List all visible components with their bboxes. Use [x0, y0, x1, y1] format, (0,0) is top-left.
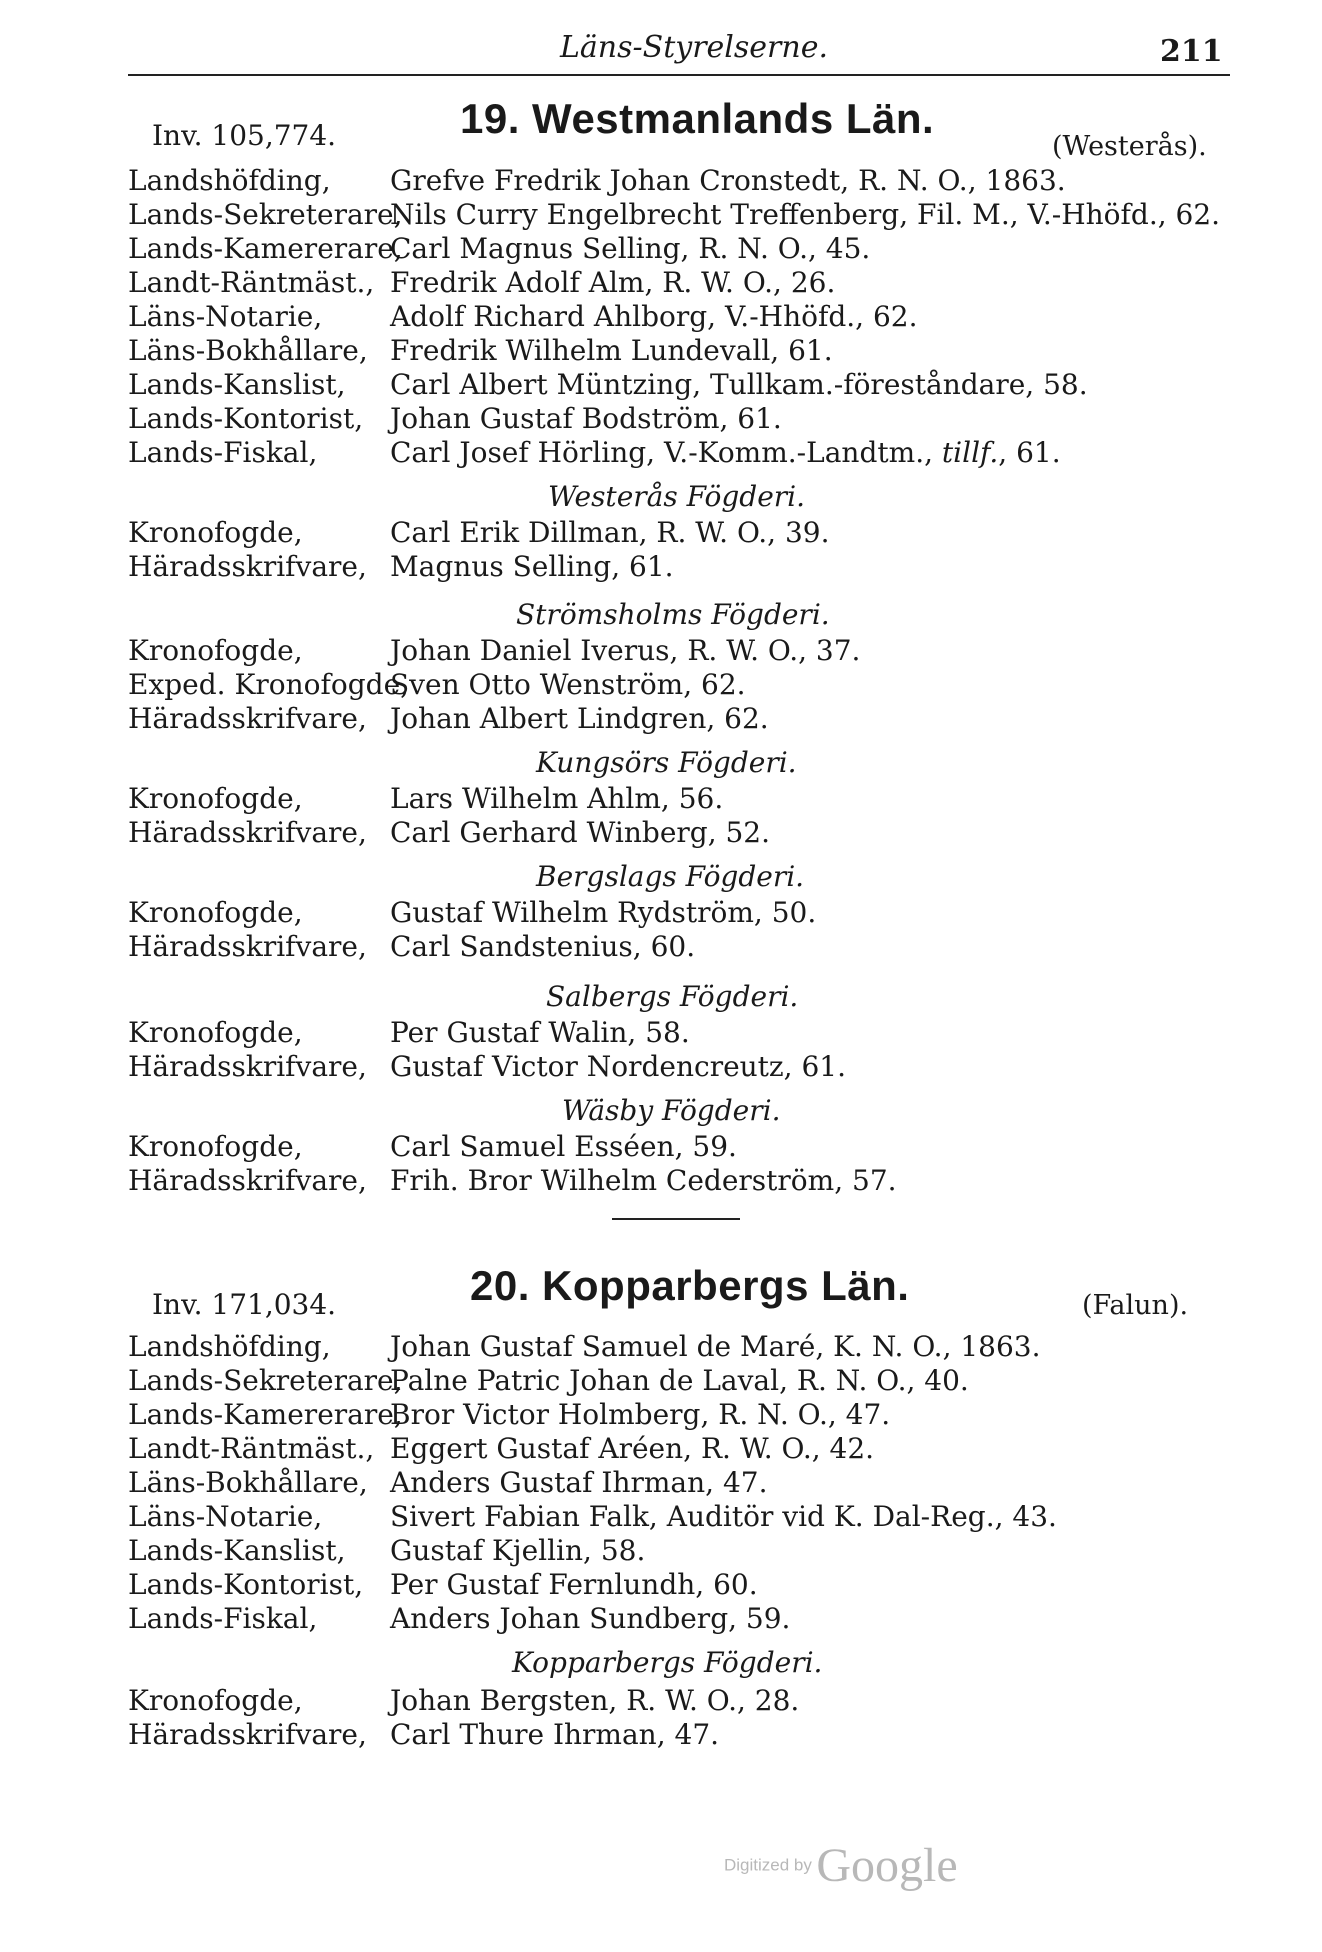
official-name: Gustaf Victor Nordencreutz, 61. [390, 1050, 847, 1083]
official-title: Kronofogde, [128, 896, 303, 929]
official-row [0, 1330, 1322, 1364]
section-header-kopparberg [0, 1262, 1322, 1332]
official-name: Adolf Richard Ahlborg, V.-Hhöfd., 62. [390, 300, 918, 333]
official-name: Eggert Gustaf Aréen, R. W. O., 42. [390, 1432, 875, 1465]
official-row [0, 896, 1322, 930]
official-name: Sven Otto Wenström, 62. [390, 668, 746, 701]
official-row [0, 232, 1322, 266]
official-title: Kronofogde, [128, 516, 303, 549]
fogderi-title: Strömsholms Fögderi. [516, 598, 830, 631]
section-city: (Westerås). [1052, 131, 1207, 162]
official-name: Carl Josef Hörling, V.-Komm.-Landtm., tillf., 61. [390, 436, 1061, 469]
official-name: Frih. Bror Wilhelm Cederström, 57. [390, 1164, 897, 1197]
official-title: Lands-Fiskal, [128, 1602, 318, 1635]
official-name: Nils Curry Engelbrecht Treffenberg, Fil. M., V.-Hhöfd., 62. [390, 198, 1221, 231]
official-name: Gustaf Kjellin, 58. [390, 1534, 646, 1567]
official-title: Landt-Räntmäst., [128, 1432, 375, 1465]
official-name: Carl Samuel Esséen, 59. [390, 1130, 737, 1163]
official-title: Kronofogde, [128, 634, 303, 667]
official-name: Per Gustaf Fernlundh, 60. [390, 1568, 758, 1601]
official-row [0, 1718, 1322, 1752]
official-row [0, 1016, 1322, 1050]
official-title: Häradsskrifvare, [128, 930, 367, 963]
official-title: Lands-Kanslist, [128, 368, 346, 401]
inventory-number: Inv. 105,774. [152, 119, 337, 152]
section-title: 20. Kopparbergs Län. [470, 1262, 910, 1309]
official-title: Kronofogde, [128, 1684, 303, 1717]
official-title: Läns-Bokhållare, [128, 334, 368, 367]
header-rule [128, 74, 1230, 76]
official-row [0, 1602, 1322, 1636]
official-row [0, 668, 1322, 702]
official-name: Carl Magnus Selling, R. N. O., 45. [390, 232, 871, 265]
official-row [0, 1568, 1322, 1602]
official-title: Lands-Sekreterare, [128, 198, 403, 231]
official-title: Lands-Kontorist, [128, 402, 364, 435]
section-title: 19. Westmanlands Län. [460, 95, 935, 142]
official-row [0, 334, 1322, 368]
official-row [0, 930, 1322, 964]
official-name: Lars Wilhelm Ahlm, 56. [390, 782, 724, 815]
official-name: Per Gustaf Walin, 58. [390, 1016, 690, 1049]
official-title: Landshöfding, [128, 164, 331, 197]
official-title: Häradsskrifvare, [128, 1718, 367, 1751]
official-name: Carl Albert Müntzing, Tullkam.-föreståndare, 58. [390, 368, 1088, 401]
official-row [0, 198, 1322, 232]
official-title: Lands-Kamererare, [128, 232, 403, 265]
official-row [0, 1050, 1322, 1084]
official-title: Lands-Kamererare, [128, 1398, 403, 1431]
official-name: Bror Victor Holmberg, R. N. O., 47. [390, 1398, 891, 1431]
official-title: Läns-Notarie, [128, 1500, 323, 1533]
official-row [0, 368, 1322, 402]
official-title: Lands-Fiskal, [128, 436, 318, 469]
official-name: Carl Erik Dillman, R. W. O., 39. [390, 516, 830, 549]
fogderi-title: Bergslags Fögderi. [536, 860, 805, 893]
official-row [0, 436, 1322, 470]
official-title: Kronofogde, [128, 1130, 303, 1163]
fogderi-title: Kungsörs Fögderi. [536, 746, 797, 779]
official-row [0, 1130, 1322, 1164]
official-title: Kronofogde, [128, 1016, 303, 1049]
official-row [0, 516, 1322, 550]
watermark-prefix: Digitized by [724, 1855, 812, 1875]
official-row [0, 300, 1322, 334]
official-title: Läns-Bokhållare, [128, 1466, 368, 1499]
official-title: Häradsskrifvare, [128, 1050, 367, 1083]
official-title: Häradsskrifvare, [128, 550, 367, 583]
official-row [0, 164, 1322, 198]
official-name: Fredrik Adolf Alm, R. W. O., 26. [390, 266, 836, 299]
section-header-westmanland [0, 95, 1322, 165]
official-row [0, 702, 1322, 736]
official-name: Johan Gustaf Bodström, 61. [390, 402, 782, 435]
digitized-by-google-watermark [724, 1838, 958, 1893]
official-name: Anders Gustaf Ihrman, 47. [390, 1466, 768, 1499]
official-title: Läns-Notarie, [128, 300, 323, 333]
official-row [0, 1500, 1322, 1534]
official-title: Lands-Sekreterare, [128, 1364, 403, 1397]
running-header-title: Läns-Styrelserne. [560, 30, 829, 65]
official-row [0, 550, 1322, 584]
official-name: Grefve Fredrik Johan Cronstedt, R. N. O., 1863. [390, 164, 1066, 197]
official-name: Gustaf Wilhelm Rydström, 50. [390, 896, 817, 929]
official-name: Anders Johan Sundberg, 59. [390, 1602, 791, 1635]
official-name: Johan Albert Lindgren, 62. [390, 702, 769, 735]
official-title: Lands-Kontorist, [128, 1568, 364, 1601]
official-title: Häradsskrifvare, [128, 816, 367, 849]
official-row [0, 1534, 1322, 1568]
official-row [0, 1164, 1322, 1198]
official-title: Häradsskrifvare, [128, 702, 367, 735]
fogderi-title: Wäsby Fögderi. [562, 1094, 781, 1127]
official-name: Sivert Fabian Falk, Auditör vid K. Dal-Reg., 43. [390, 1500, 1057, 1533]
inventory-number: Inv. 171,034. [152, 1288, 337, 1321]
official-name: Fredrik Wilhelm Lundevall, 61. [390, 334, 833, 367]
official-name: Carl Sandstenius, 60. [390, 930, 696, 963]
official-title: Landt-Räntmäst., [128, 266, 375, 299]
official-title: Exped. Kronofogde, [128, 668, 410, 701]
fogderi-title: Salbergs Fögderi. [546, 980, 799, 1013]
official-row [0, 1684, 1322, 1718]
section-city: (Falun). [1082, 1290, 1189, 1321]
official-row [0, 266, 1322, 300]
official-name: Palne Patric Johan de Laval, R. N. O., 40. [390, 1364, 969, 1397]
official-name: Carl Thure Ihrman, 47. [390, 1718, 720, 1751]
official-row [0, 816, 1322, 850]
official-name: Johan Bergsten, R. W. O., 28. [390, 1684, 800, 1717]
official-row [0, 1398, 1322, 1432]
fogderi-title: Kopparbergs Fögderi. [512, 1646, 823, 1679]
official-row [0, 1364, 1322, 1398]
official-row [0, 634, 1322, 668]
official-title: Kronofogde, [128, 782, 303, 815]
official-row [0, 402, 1322, 436]
section-divider [612, 1218, 740, 1220]
official-row [0, 782, 1322, 816]
official-row [0, 1432, 1322, 1466]
official-name: Johan Gustaf Samuel de Maré, K. N. O., 1863. [390, 1330, 1041, 1363]
official-row [0, 1466, 1322, 1500]
fogderi-title: Westerås Fögderi. [548, 480, 806, 513]
official-name: Magnus Selling, 61. [390, 550, 674, 583]
official-name: Johan Daniel Iverus, R. W. O., 37. [390, 634, 861, 667]
page-number: 211 [1160, 34, 1223, 69]
google-logo: Google [816, 1839, 958, 1892]
official-title: Häradsskrifvare, [128, 1164, 367, 1197]
official-name: Carl Gerhard Winberg, 52. [390, 816, 771, 849]
official-title: Lands-Kanslist, [128, 1534, 346, 1567]
official-title: Landshöfding, [128, 1330, 331, 1363]
